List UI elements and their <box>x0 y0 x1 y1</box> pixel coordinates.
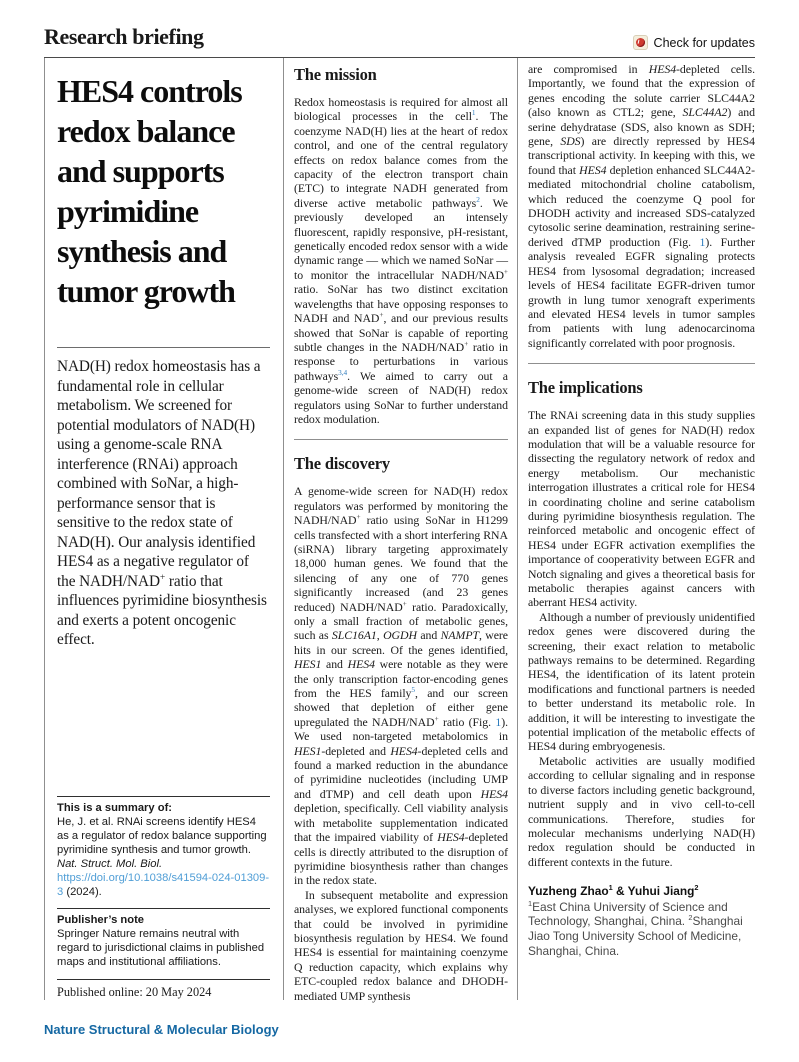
left-column <box>44 58 283 1000</box>
kicker-research-briefing: Research briefing <box>44 24 204 49</box>
discovery-paragraph-1: A genome-wide screen for NAD(H) redox regulators was performed by monitoring the NADH/NAD+ ratio using SoNar in H1299 cells transfected with a short interfering RNA (siRNA) library targeting approximately 18,000 human genes. We found that the silencing of any one of 770 genes significantly increased (and 23 genes reduced) NADH/NAD+ ratio. Paradoxically, only a small fraction of metabolic genes, such as SLC16A1, OGDH and NAMPT, were hits in our screen. Of the genes identified, HES1 and HES4 were notable as they were the only transcription factor-encoding genes from the HES family$^5$, and our screen showed that depletion of either gene upregulated the NADH/NAD+ ratio (Fig. 1). We used non-targeted metabolomics in HES1-depleted and HES4-depleted cells and found a marked reduction in the abundance of pyrimidine nucleotides (including UMP and dTMP) and cell death upon HES4 depletion, specifically. Cell viability analysis with metabolite supplementation indicated that the impaired viability of HES4-depleted cells is directly attributed to the disruption of pyrimidine biosynthesis rather than changes in the redox state. <box>294 484 508 888</box>
middle-column <box>283 58 517 1003</box>
published-online-date: Published online: 20 May 2024 <box>57 985 212 1000</box>
implications-paragraph-2: Although a number of previously unidentified redox genes were discovered during the screening, their exact relation to metabolic pathways remains to be determined. Regarding HES4, the identification of its latent protein modifications and functional partners is needed to better understand its metabolic role. In addition, it will be interesting to investigate the potential implication of the metabolic effects of HES4 during embryogenesis. <box>528 609 755 754</box>
section-heading-implications: The implications <box>528 378 643 398</box>
discovery-paragraph-2: In subsequent metabolite and expression analyses, we explored functional components that could be involved in pyrimidine biosynthesis regulation by HES4. We found HES4 is essential for maintaining coenzyme Q reduction capacity, which explains why ETC-coupled redox balance and DHODH-mediated UMP synthesis <box>294 887 508 1003</box>
figure-1-link[interactable]: 1 <box>699 234 706 249</box>
journal-name: Nature Structural & Molecular Biology <box>44 1022 279 1037</box>
implications-paragraph-1: The RNAi screening data in this study supplies an expanded list of genes for NAD(H) redox modulation that will be a valuable resource for dissecting the regulatory network of redox and energy metabolism. Our mechanistic interrogation illustrates a critical role for HES4 in coordinating choline and serine catabolism during pyrimidine biosynthesis regulation. The reinforced metabolic and oncogenic effect of HES4 under EGFR activation exemplifies the importance of cooperativity between EGFR and Notch signaling and gives a theoretical basis for metabolic therapies against cancers with aberrant HES4 activity. <box>528 408 755 610</box>
article-columns <box>44 58 755 1003</box>
publishers-note-text: Springer Nature remains neutral with regard to jurisdictional claims in published maps and institutional affiliations. <box>57 928 265 969</box>
metadata-divider <box>57 908 270 909</box>
implications-paragraph-3: Metabolic activities are usually modified according to cellular signaling and in response to diverse factors including genetic background, nutrient supply and in vivo cell-to-cell communications. Therefore, studies for molecular mechanisms underlying NAD(H) redox regulation should be conducted in different contexts in the future. <box>528 753 755 869</box>
metadata-divider <box>57 979 270 980</box>
right-column <box>517 58 755 1000</box>
section-heading-discovery: The discovery <box>294 454 390 474</box>
article-metadata-block <box>57 796 270 1000</box>
author-affiliations: $^1$East China University of Science and Technology, Shanghai, China. $^2$Shanghai Jiao Tong University School of Medicine, Shanghai, China. <box>528 898 743 958</box>
section-divider <box>528 363 755 375</box>
article-title <box>57 71 270 311</box>
summary-of-label: This is a summary of: <box>57 802 173 815</box>
doi-link[interactable]: https://doi.org/10.1038/s41594-024-01309-3 <box>57 871 270 898</box>
title-line: and supports <box>57 153 224 189</box>
crossmark-badge-icon <box>633 35 648 50</box>
title-line: pyrimidine <box>57 193 199 229</box>
citation: He, J. et al. RNAi screens identify HES4 as a regulator of redox balance supporting pyrimidine synthesis and tumor growth. Nat. Struct. Mol. Biol. https://doi.org/10.1038/s41594-024-01309-3 (2024). <box>57 816 270 898</box>
author-names: Yuzheng Zhao$^1$ & Yuhui Jiang$^2$ <box>528 883 699 899</box>
publishers-note-label: Publisher’s note <box>57 914 145 927</box>
title-line: redox balance <box>57 113 235 149</box>
check-for-updates-label: Check for updates <box>653 35 755 50</box>
metadata-divider <box>57 796 270 797</box>
figure-1-link[interactable]: 1 <box>495 714 502 729</box>
title-line: HES4 controls <box>57 73 242 109</box>
page-header <box>44 0 755 58</box>
check-for-updates-button[interactable] <box>633 35 755 50</box>
title-line: synthesis and <box>57 233 227 269</box>
section-divider <box>294 439 508 451</box>
page-footer <box>44 1021 755 1039</box>
article-summary: NAD(H) redox homeostasis has a fundamental role in cellular metabolism. We screened for potential modulators of NAD(H) using a genome-scale RNA interference (RNAi) approach combined with SoNar, a high-performance sensor that is sensitive to the redox state of NAD(H). Our analysis identified HES4 as a negative regulator of the NADH/NAD+ ratio that influences pyrimidine biosynthesis and exerts a potent oncogenic effect. <box>57 358 267 648</box>
discovery-paragraph-continued: are compromised in HES4-depleted cells. Importantly, we found that the expression of genes encoding the solute carrier SLC44A2 (also known as CTL2; gene, SLC44A2) and serine dehydratase (SDS, also known as SDH; gene, SDS) are directly repressed by HES4 transcriptional activity. In keeping with this, we found that HES4 depletion enhanced SLC44A2-mediated mitochondrial choline catabolism, which reduced the coenzyme Q pool for DHODH activity and increased SDS-catalyzed cytosolic serine deamination, restraining serine-derived dTMP production (Fig. 1). Further analysis revealed EGFR signaling protects HES4 from lysosomal degradation; increased levels of HES4 facilitate EGFR-driven tumor growth in lung tumor xenograft experiments and elevated HES4 levels in tumor samples from patients with lung adenocarcinoma significantly correlated with poor prognosis. <box>528 62 755 350</box>
section-heading-mission: The mission <box>294 65 377 84</box>
title-line: tumor growth <box>57 273 235 309</box>
summary-divider <box>57 347 270 348</box>
mission-paragraph: Redox homeostasis is required for almost all biological processes in the cell$^1$. The coenzyme NAD(H) lies at the heart of redox control, and one of the central regulatory effects on redox balance comes from the capacity of the electron transport chain (ETC) to integrate NADH generated from diverse active metabolic pathways$^2$. We previously developed an intensely fluorescent, rapidly responsive, pH-resistant, genetically encoded redox sensor with a wide dynamic range — which we named SoNar — to monitor the intracellular NADH/NAD+ ratio. SoNar has two distinct excitation wavelengths that have opposing responses to NADH and NAD+, and our previous results showed that SoNar is capable of reporting subtle changes in the NADH/NAD+ ratio in response to perturbations in various pathways$^{3,4}$. We aimed to carry out a genome-wide screen of NAD(H) redox regulators using SoNar to further understand redox modulation. <box>294 95 508 426</box>
